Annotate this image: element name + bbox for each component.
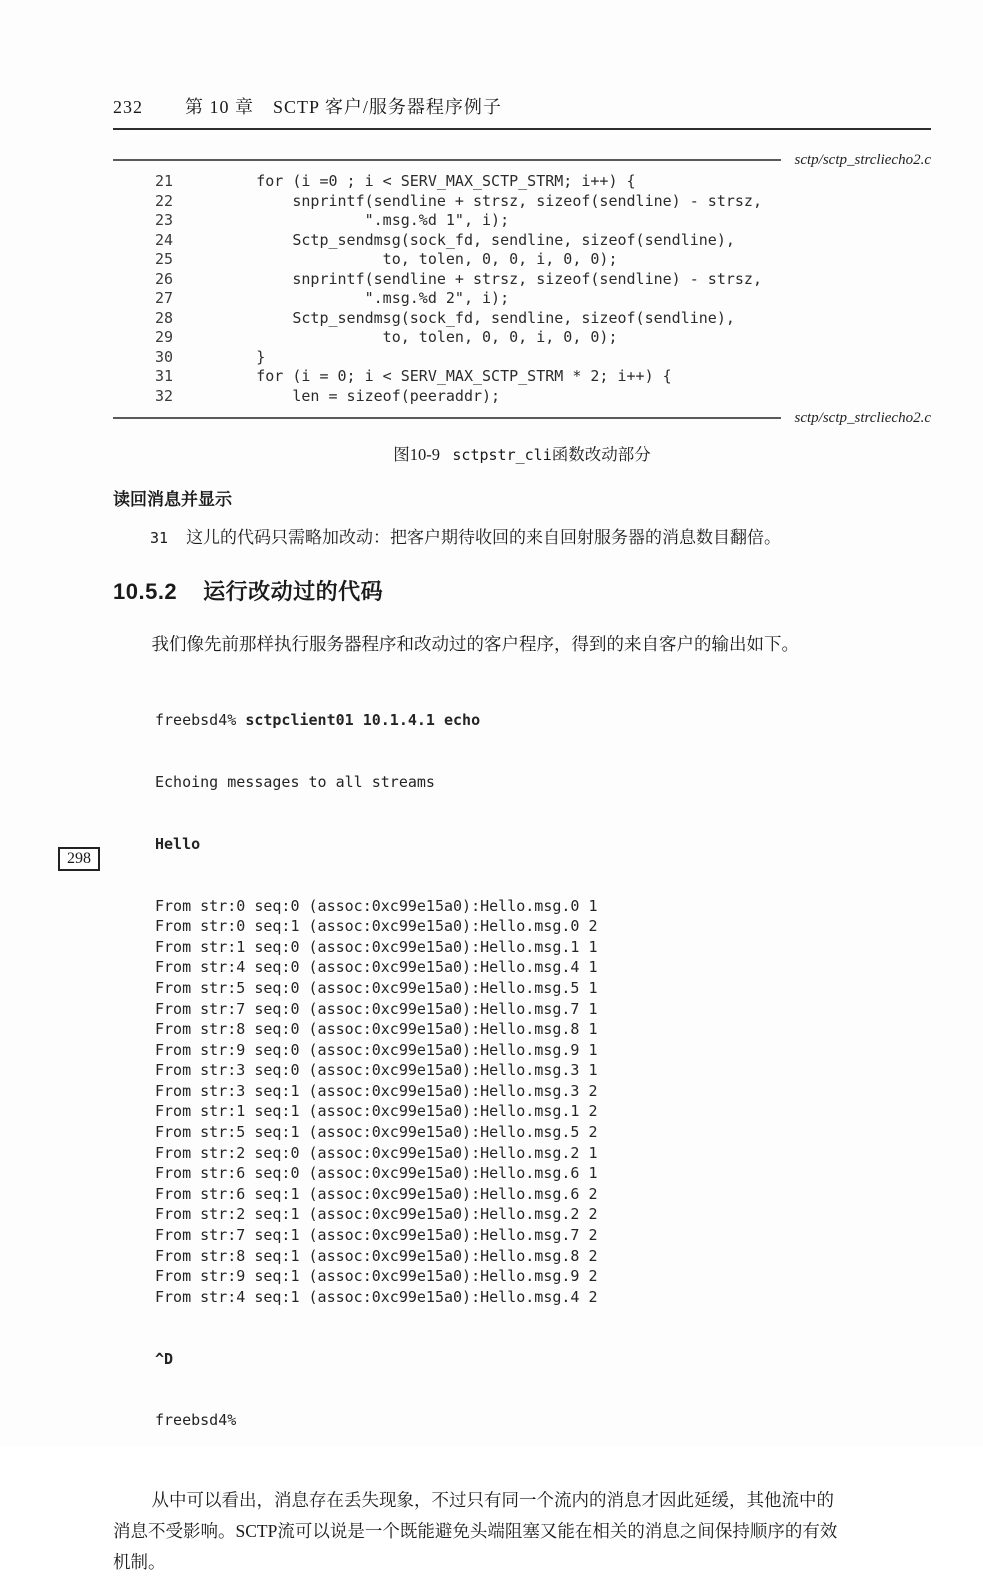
code-line-number: 22 (154, 191, 173, 210)
code-listing (113, 172, 931, 406)
code-line-number: 32 (154, 386, 173, 405)
code-line-text: } (184, 347, 266, 366)
code-line-number: 29 (154, 328, 173, 346)
rule-line (113, 417, 781, 419)
final-prompt: freebsd4% (155, 1411, 237, 1430)
code-line (113, 309, 931, 329)
figure-id: 图10-9 (393, 445, 441, 464)
code-line (113, 328, 931, 348)
code-line-text: for (i =0 ; i < SERV_MAX_SCTP_STRM; i++) { (184, 172, 636, 190)
pdg-watermark-label: PDG (862, 1176, 938, 1253)
source-file-label: sctp/sctp_strcliecho2.c (794, 151, 931, 168)
terminal-line: From str:6 seq:1 (assoc:0xc99e15a0):Hello.msg.6 2 (155, 1184, 598, 1203)
terminal-line: From str:6 seq:0 (assoc:0xc99e15a0):Hello.msg.6 1 (155, 1164, 598, 1183)
code-line-text: len = sizeof(peeraddr); (184, 386, 501, 405)
note-text: 这儿的代码只需略加改动：把客户期待收回的来自回射服务器的消息数目翻倍。 (186, 528, 782, 547)
terminal-line: From str:1 seq:1 (assoc:0xc99e15a0):Hello.msg.1 2 (155, 1102, 598, 1121)
code-line-number: 25 (154, 250, 173, 268)
code-line (113, 289, 931, 309)
closing-paragraph-line: 机制。 (113, 1552, 166, 1573)
terminal-line: From str:0 seq:0 (assoc:0xc99e15a0):Hello.msg.0 1 (155, 896, 598, 915)
rule-line (113, 159, 781, 161)
code-line (113, 367, 931, 387)
closing-paragraph-line: 从中可以看出，消息存在丢失现象，不过只有同一个流内的消息才因此延缓，其他流中的 (151, 1490, 834, 1511)
page-number: 232 (113, 97, 143, 117)
code-line-number: 23 (154, 211, 173, 229)
code-line-text: ".msg.%d 1", i); (184, 211, 510, 229)
terminal-line: From str:3 seq:0 (assoc:0xc99e15a0):Hello.msg.3 1 (155, 1061, 598, 1080)
terminal-output (155, 669, 931, 1472)
source-file-label: sctp/sctp_strcliecho2.c (794, 409, 931, 426)
section-number: 10.5.2 (113, 579, 178, 604)
terminal-line: From str:2 seq:0 (assoc:0xc99e15a0):Hello.msg.2 1 (155, 1143, 598, 1162)
terminal-line: From str:9 seq:1 (assoc:0xc99e15a0):Hello.msg.9 2 (155, 1267, 598, 1286)
figure-caption (113, 441, 931, 465)
intro-paragraph: 我们像先前那样执行服务器程序和改动过的客户程序，得到的来自客户的输出如下。 (151, 634, 799, 654)
code-rule-top (113, 151, 931, 169)
code-line (113, 231, 931, 251)
terminal-line: Echoing messages to all streams (155, 772, 435, 791)
code-line-text: to, tolen, 0, 0, i, 0, 0); (184, 250, 618, 268)
terminal-prompt-line (155, 710, 931, 731)
terminal-line: From str:5 seq:0 (assoc:0xc99e15a0):Hello.msg.5 1 (155, 978, 598, 997)
code-line (113, 270, 931, 290)
eof-marker: ^D (155, 1349, 174, 1368)
terminal-line: From str:0 seq:1 (assoc:0xc99e15a0):Hello.msg.0 2 (155, 917, 598, 936)
terminal-line: From str:1 seq:0 (assoc:0xc99e15a0):Hello.msg.1 1 (155, 937, 598, 956)
note-line-number: 31 (150, 529, 169, 547)
code-line (113, 211, 931, 231)
code-line (113, 192, 931, 212)
closing-paragraph-line: 消息不受影响。SCTP流可以说是一个既能避免头端阻塞又能在相关的消息之间保持顺序的有效 (113, 1521, 838, 1542)
section-title: 运行改动过的代码 (203, 579, 384, 604)
subsection-heading: 读回消息并显示 (113, 490, 232, 509)
code-line-number: 26 (154, 269, 173, 288)
code-line-text: to, tolen, 0, 0, i, 0, 0); (184, 328, 618, 346)
terminal-line: From str:4 seq:0 (assoc:0xc99e15a0):Hello.msg.4 1 (155, 958, 598, 977)
code-line-number: 27 (154, 289, 173, 307)
code-line (113, 250, 931, 270)
code-line-text: Sctp_sendmsg(sock_fd, sendline, sizeof(sendline), (184, 230, 735, 249)
figure-caption-code: sctpstr_cli (452, 446, 552, 464)
terminal-line: From str:7 seq:1 (assoc:0xc99e15a0):Hello.msg.7 2 (155, 1226, 598, 1245)
section-heading (113, 575, 931, 606)
terminal-line: From str:3 seq:1 (assoc:0xc99e15a0):Hello.msg.3 2 (155, 1081, 598, 1100)
shell-prompt: freebsd4% (155, 711, 246, 730)
code-line-text: snprintf(sendline + strsz, sizeof(sendline) - strsz, (184, 191, 762, 210)
code-line (113, 387, 931, 407)
code-line-number: 30 (154, 347, 173, 366)
code-line-text: Sctp_sendmsg(sock_fd, sendline, sizeof(sendline), (184, 308, 735, 327)
code-line-number: 28 (154, 308, 173, 327)
running-head (113, 93, 931, 130)
margin-page-ref: 298 (58, 847, 100, 871)
terminal-line: From str:7 seq:0 (assoc:0xc99e15a0):Hello.msg.7 1 (155, 999, 598, 1018)
chapter-title: 第 10 章 SCTP 客户/服务器程序例子 (185, 97, 502, 117)
terminal-line: From str:9 seq:0 (assoc:0xc99e15a0):Hello.msg.9 1 (155, 1040, 598, 1059)
terminal-line: From str:8 seq:1 (assoc:0xc99e15a0):Hello.msg.8 2 (155, 1246, 598, 1265)
code-line-number: 21 (154, 172, 173, 190)
code-line (113, 348, 931, 368)
code-line-number: 31 (154, 367, 173, 385)
terminal-line: From str:5 seq:1 (assoc:0xc99e15a0):Hello.msg.5 2 (155, 1123, 598, 1142)
code-line-text: snprintf(sendline + strsz, sizeof(sendline) - strsz, (184, 269, 762, 288)
code-line (113, 172, 931, 192)
code-rule-bottom (113, 409, 931, 427)
figure-caption-suffix: 函数改动部分 (551, 445, 651, 464)
shell-command: sctpclient01 10.1.4.1 echo (245, 711, 481, 730)
terminal-line: Hello (155, 834, 201, 853)
terminal-from-lines (155, 896, 931, 1308)
code-line-text: ".msg.%d 2", i); (184, 289, 510, 307)
terminal-line: From str:4 seq:1 (assoc:0xc99e15a0):Hello.msg.4 2 (155, 1287, 598, 1306)
code-line-text: for (i = 0; i < SERV_MAX_SCTP_STRM * 2; i++) { (184, 367, 672, 385)
line-note (113, 523, 931, 548)
code-line-number: 24 (154, 230, 173, 249)
closing-paragraph (113, 1485, 931, 1578)
terminal-line: From str:2 seq:1 (assoc:0xc99e15a0):Hello.msg.2 2 (155, 1205, 598, 1224)
terminal-line: From str:8 seq:0 (assoc:0xc99e15a0):Hello.msg.8 1 (155, 1020, 598, 1039)
